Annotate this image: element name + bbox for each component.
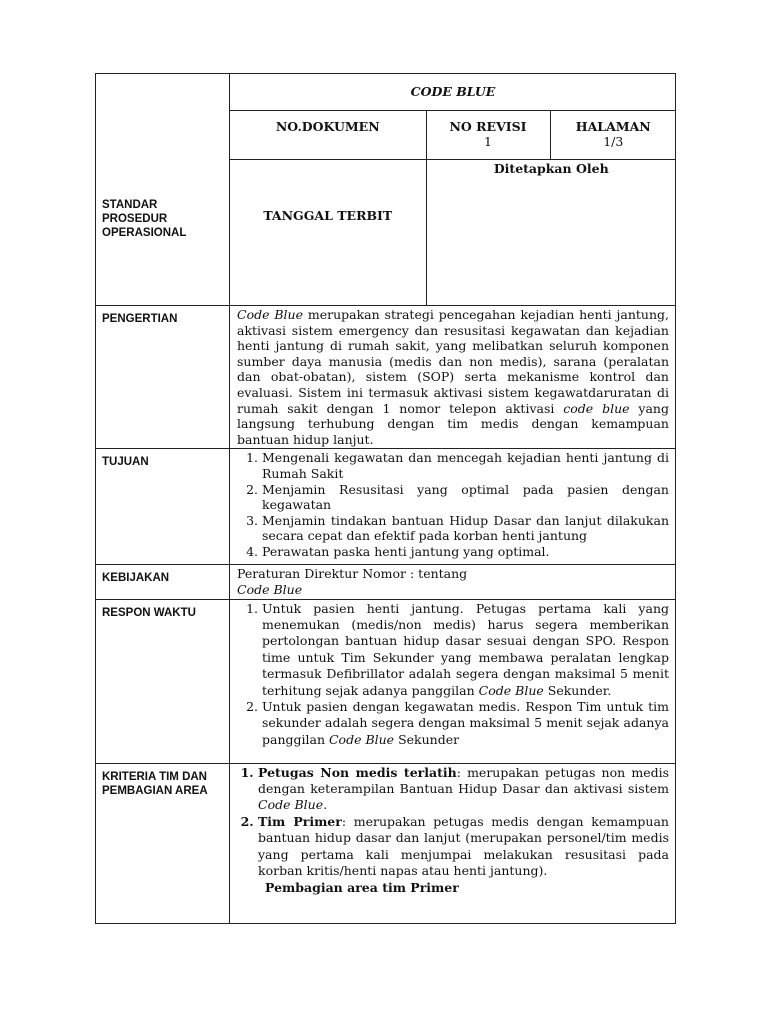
tujuan-item: 1. Mengenali kegawatan dan mencegah kejadian henti jantung di Rumah Sakit <box>262 450 669 481</box>
sop-label-cell <box>96 74 230 306</box>
sop-label: STANDAR PROSEDUR OPERASIONAL <box>102 199 187 239</box>
no-dokumen-label: NO.DOKUMEN <box>275 118 380 134</box>
kriteria-item: 1. Petugas Non medis terlatih: merupakan petugas non medis dengan keterampilan Bantuan Hidup Dasar dan aktivasi sistem Code Blue. <box>258 765 669 814</box>
pembagian-area-subheading: Pembagian area tim Primer <box>265 880 459 896</box>
halaman-label: HALAMAN <box>575 118 651 134</box>
kriteria-list <box>233 765 669 880</box>
code-blue-term-2: code blue <box>563 400 630 416</box>
tujuan-item: 4. Perawatan paska henti jantung yang optimal. <box>262 544 669 560</box>
kriteria-label: KRITERIA TIM DAN PEMBAGIAN AREA <box>102 770 208 797</box>
tujuan-label: TUJUAN <box>102 456 149 469</box>
tujuan-item: 3. Menjamin tindakan bantuan Hidup Dasar dan lanjut dilakukan secara cepat dan efektif pada korban henti jantung <box>262 513 669 544</box>
kebijakan-line-2: Code Blue <box>237 581 303 597</box>
no-revisi-value: 1 <box>484 133 492 149</box>
kebijakan-line-1: Peraturan Direktur Nomor : tentang <box>237 566 468 582</box>
halaman-value: 1/3 <box>603 133 624 149</box>
pengertian-text <box>230 306 676 449</box>
tujuan-item: 2. Menjamin Resusitasi yang optimal pada pasien dengan kegawatan <box>262 482 669 513</box>
respon-item: 2. Untuk pasien dengan kegawatan medis. Respon Tim untuk tim sekunder adalah segera dengan maksimal 5 menit sejak adanya panggilan Code Blue Sekunder <box>262 699 669 748</box>
code-blue-term: Code Blue <box>237 307 303 322</box>
tujuan-list <box>237 450 669 559</box>
respon-item: 1. Untuk pasien henti jantung. Petugas pertama kali yang menemukan (medis/non medis) harus segera memberikan pertolongan bantuan hidup dasar sesuai dengan SPO. Respon time untuk Tim Sekunder yang membawa peralatan lengkap termasuk Defibrillator adalah segera dengan maksimal 5 menit terhitung sejak adanya panggilan Code Blue Sekunder. <box>262 601 669 699</box>
respon-list <box>237 601 669 749</box>
ditetapkan-label: Ditetapkan Oleh <box>493 160 609 176</box>
kebijakan-label: KEBIJAKAN <box>102 572 170 585</box>
kriteria-item: 2. Tim Primer: merupakan petugas medis dengan kemampuan bantuan hidup dasar dan lanjut (merupakan personel/tim medis yang pertama kali menjumpai melakukan resusitasi pada korban kritis/henti napas atau henti jantung). <box>258 814 669 880</box>
pengertian-text-2: yang langsung terhubung dengan tim medis dengan kemampuan bantuan hidup lanjut. <box>237 400 669 447</box>
pengertian-label: PENGERTIAN <box>102 313 178 325</box>
document-title: CODE BLUE <box>410 84 496 100</box>
no-revisi-label: NO REVISI <box>449 118 527 134</box>
header-grid <box>230 74 676 305</box>
pengertian-text-1: merupakan strategi pencegahan kejadian henti jantung, aktivasi sistem emergency dan resusitasi kegawatan dan kejadian henti jantung di rumah sakit, yang melibatkan seluruh komponen sumber daya manusia (medis dan non medis), sarana (peralatan dan obat-obatan), sistem (SOP) serta mekanisme kontrol dan evaluasi. Sistem ini termasuk aktivasi sistem kegawatdaruratan di rumah sakit dengan 1 nomor telepon aktivasi <box>237 307 669 416</box>
respon-waktu-label: RESPON WAKTU <box>102 606 196 619</box>
tanggal-terbit-label: TANGGAL TERBIT <box>263 207 393 223</box>
sop-document-table <box>95 73 676 924</box>
